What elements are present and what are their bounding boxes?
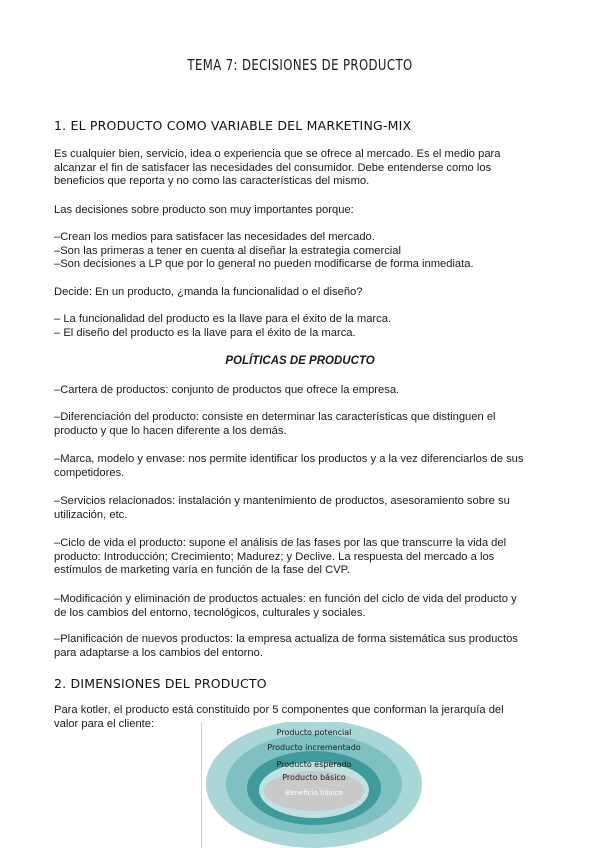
label-beneficio: Beneficio básico xyxy=(285,789,343,797)
section-1-heading: 1. EL PRODUCTO COMO VARIABLE DEL MARKETING-MIX xyxy=(54,118,412,133)
question: Decide: En un producto, ¿manda la funcionalidad o el diseño? xyxy=(54,286,363,298)
section-2-line: Para kotler, el producto está constituido por 5 componentes que conforman la jerarquía del xyxy=(54,704,504,716)
policy-item xyxy=(54,453,566,480)
policies-heading: POLÍTICAS DE PRODUCTO xyxy=(225,355,375,367)
policy-line: –Cartera de productos: conjunto de productos que ofrece la empresa. xyxy=(54,384,400,396)
policy-item xyxy=(54,411,566,438)
policy-item xyxy=(54,537,566,578)
policy-line: utilización, etc. xyxy=(54,508,128,521)
answers-list xyxy=(54,313,566,340)
product-levels-diagram xyxy=(200,722,430,848)
policy-item xyxy=(54,593,566,620)
intro-paragraph xyxy=(54,148,566,189)
reason-item: –Crean los medios para satisfacer las necesidades del mercado. xyxy=(54,231,375,243)
answer-item: – El diseño del producto es la llave para el éxito de la marca. xyxy=(54,326,356,339)
policy-line: –Planificación de nuevos productos: la empresa actualiza de forma sistemática sus productos xyxy=(54,633,518,645)
section-2-line: valor para el cliente: xyxy=(54,717,155,730)
label-basico: Producto básico xyxy=(282,773,346,782)
policy-line: competidores. xyxy=(54,466,125,479)
policy-item xyxy=(54,495,566,522)
policy-line: producto: Introducción; Crecimiento; Madurez; y Declive. La respuesta del mercado a los xyxy=(54,550,495,563)
reason-item: –Son decisiones a LP que por lo general no pueden modificarse de forma inmediata. xyxy=(54,258,474,271)
policy-line: estímulos de marketing varía en función de la fase del CVP. xyxy=(54,564,350,577)
intro-line: beneficios que reporta y no como las características del mismo. xyxy=(54,175,370,188)
policy-line: de los cambios del entorno, tecnológicos, culturales y sociales. xyxy=(54,606,366,619)
label-esperado: Producto esperado xyxy=(276,760,352,769)
page-title: TEMA 7: DECISIONES DE PRODUCTO xyxy=(187,56,413,74)
policy-line: –Marca, modelo y envase: nos permite identificar los productos y a la vez diferenciarlos de sus xyxy=(54,453,524,465)
label-incrementado: Producto incrementado xyxy=(267,743,361,752)
label-potencial: Producto potencial xyxy=(276,728,352,737)
policy-line: –Modificación y eliminación de productos actuales: en función del ciclo de vida del producto y xyxy=(54,593,517,605)
policy-item xyxy=(54,633,566,660)
policy-line: para adaptarse a los cambios del entorno. xyxy=(54,646,263,659)
policy-item xyxy=(54,384,566,398)
intro-line: Es cualquier bien, servicio, idea o experiencia que se ofrece al mercado. Es el medio para xyxy=(54,148,501,160)
section-2-heading: 2. DIMENSIONES DEL PRODUCTO xyxy=(54,676,267,691)
answer-item: – La funcionalidad del producto es la llave para el éxito de la marca. xyxy=(54,313,392,325)
policy-line: –Diferenciación del producto: consiste en determinar las características que distinguen el xyxy=(54,411,496,423)
decisions-intro: Las decisiones sobre producto son muy importantes porque: xyxy=(54,204,354,216)
reason-item: –Son las primeras a tener en cuenta al diseñar la estrategia comercial xyxy=(54,244,401,257)
policy-line: –Ciclo de vida el producto: supone el análisis de las fases por las que transcurre la vida del xyxy=(54,537,507,549)
reasons-list xyxy=(54,231,566,272)
intro-line: alcanzar el fin de satisfacer las necesidades del consumidor. Debe entenderse como los xyxy=(54,161,492,174)
policy-line: producto y que lo hacen diferente a los demás. xyxy=(54,424,287,437)
policy-line: –Servicios relacionados: instalación y mantenimiento de productos, asesoramiento sobre su xyxy=(54,495,510,507)
